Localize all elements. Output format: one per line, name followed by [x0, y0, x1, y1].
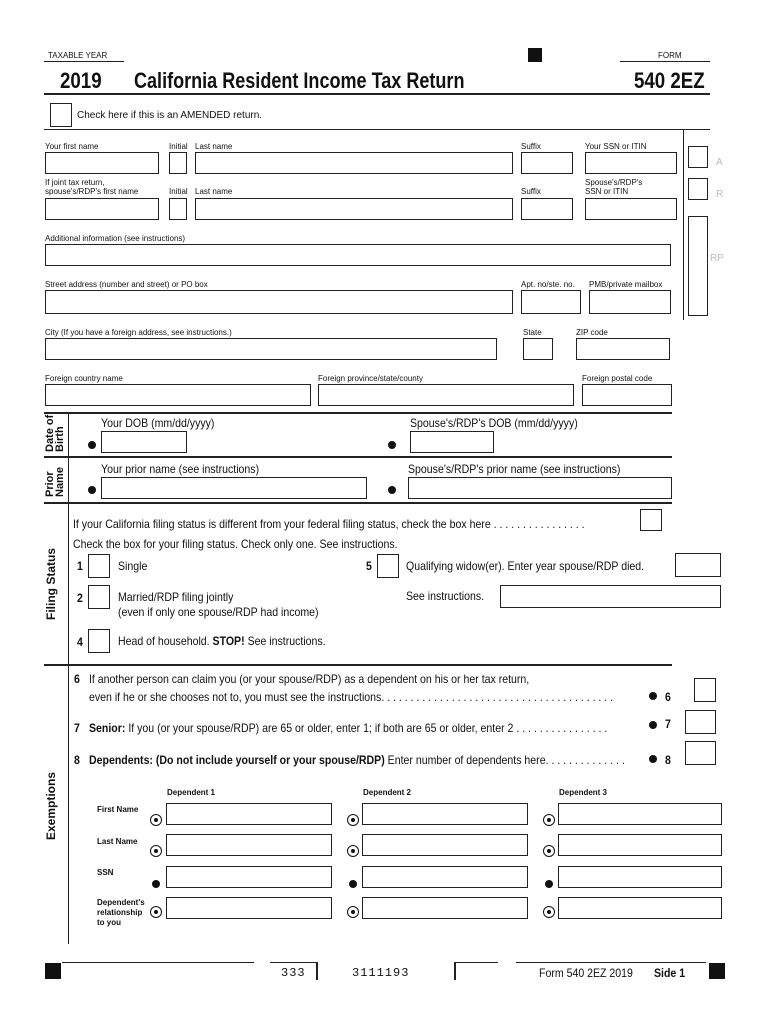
initial-label: Initial — [169, 142, 188, 151]
last-name-field[interactable] — [195, 152, 513, 174]
different-status-checkbox[interactable] — [640, 509, 662, 531]
tax-year: 2019 — [60, 68, 102, 93]
line-6-text-1: If another person can claim you (or your spouse/RDP) as a dependent on his or her tax return, — [89, 672, 530, 686]
dependent-1-header: Dependent 1 — [167, 788, 216, 797]
section-rule — [44, 412, 672, 414]
divider — [62, 962, 254, 963]
dep2-relationship-field[interactable] — [362, 897, 528, 919]
bullet-icon — [649, 721, 657, 729]
header-rule — [44, 93, 710, 95]
pmb-label: PMB/private mailbox — [589, 280, 663, 289]
line-8-number: 8 — [74, 753, 80, 767]
hoh-checkbox[interactable] — [88, 629, 110, 653]
side-box-a[interactable] — [688, 146, 708, 168]
footer-code-1: 333 — [281, 966, 306, 980]
street-field[interactable] — [45, 290, 513, 314]
dep3-last-name-field[interactable] — [558, 834, 722, 856]
dep1-relationship-field[interactable] — [166, 897, 332, 919]
side-label-a: A — [716, 157, 723, 168]
side-box-r[interactable] — [688, 178, 708, 200]
divider — [454, 962, 498, 963]
bullet-icon — [545, 880, 553, 888]
married-label: Married/RDP filing jointly — [118, 590, 234, 604]
additional-info-label: Additional information (see instructions) — [45, 234, 186, 243]
side-box-rp[interactable] — [688, 216, 708, 316]
zip-label: ZIP code — [576, 328, 608, 337]
joint-label: If joint tax return, — [45, 178, 105, 187]
status-2-number: 2 — [77, 591, 83, 605]
divider — [454, 962, 456, 980]
side-label-rp: RP — [710, 253, 724, 264]
side-divider — [68, 504, 69, 664]
city-field[interactable] — [45, 338, 497, 360]
section-rule — [44, 664, 672, 666]
divider — [44, 61, 124, 62]
form-number: 540 2EZ — [634, 68, 705, 93]
registration-mark — [709, 963, 725, 979]
bullet-icon — [349, 880, 357, 888]
bullet-icon — [388, 441, 396, 449]
initial-field[interactable] — [169, 152, 187, 174]
dep1-first-bullseye-icon — [150, 814, 162, 826]
dep3-first-bullseye-icon — [543, 814, 555, 826]
divider — [44, 129, 710, 130]
spouse-ssn-label-2: SSN or ITIN — [585, 187, 629, 196]
side-divider — [68, 413, 69, 456]
married-checkbox[interactable] — [88, 585, 110, 609]
line-6-box-number: 6 — [665, 690, 671, 704]
line-6-checkbox[interactable] — [694, 678, 716, 702]
registration-mark — [528, 48, 542, 62]
dep2-last-name-field[interactable] — [362, 834, 528, 856]
side-divider — [68, 457, 69, 502]
your-dob-label: Your DOB (mm/dd/yyyy) — [101, 416, 215, 430]
state-label: State — [523, 328, 542, 337]
see-instructions-field[interactable] — [500, 585, 721, 608]
spouse-first-name-label: spouse's/RDP's first name — [45, 187, 139, 196]
side-divider — [68, 666, 69, 944]
married-note: (even if only one spouse/RDP had income) — [118, 605, 319, 619]
dep3-relationship-field[interactable] — [558, 897, 722, 919]
last-name-label: Last name — [195, 142, 233, 151]
relationship-row-label: Dependent's relationship to you — [97, 898, 145, 927]
form-label: FORM — [658, 51, 682, 60]
dob-side-label: Date of Birth — [44, 414, 66, 452]
single-checkbox[interactable] — [88, 554, 110, 578]
widow-label: Qualifying widow(er). Enter year spouse/RDP died. — [406, 559, 645, 573]
status-5-number: 5 — [366, 559, 372, 573]
line-7-field[interactable] — [685, 710, 716, 734]
dep2-first-name-field[interactable] — [362, 803, 528, 825]
line-8-text: Dependents: (Do not include yourself or your spouse/RDP) Enter number of dependents here. . . . . . . . . . . . . . — [89, 753, 625, 767]
footer-form-label: Form 540 2EZ 2019 — [539, 966, 633, 980]
spouse-first-name-field[interactable] — [45, 198, 159, 220]
divider — [620, 61, 710, 62]
dep2-ssn-field[interactable] — [362, 866, 528, 888]
dependent-3-header: Dependent 3 — [559, 788, 608, 797]
line-6-text-2: even if he or she chooses not to, you must see the instructions. . . . . . . . . . . . . . . . . . . . . . . . . . . . . . . . . . . . . . . . — [89, 690, 614, 704]
postal-field[interactable] — [582, 384, 672, 406]
single-label: Single — [118, 559, 148, 573]
dep1-ssn-field[interactable] — [166, 866, 332, 888]
bullet-icon — [88, 441, 96, 449]
last-name-row-label: Last Name — [97, 837, 138, 846]
spouse-initial-field[interactable] — [169, 198, 187, 220]
pmb-field[interactable] — [589, 290, 671, 314]
bullet-icon — [152, 880, 160, 888]
exemptions-side-label: Exemptions — [44, 771, 58, 840]
spouse-dob-field[interactable] — [410, 431, 494, 453]
spouse-dob-label: Spouse's/RDP's DOB (mm/dd/yyyy) — [410, 416, 578, 430]
additional-info-field[interactable] — [45, 244, 671, 266]
line-8-field[interactable] — [685, 741, 716, 765]
your-dob-field[interactable] — [101, 431, 187, 453]
spouse-prior-name-label: Spouse's/RDP's prior name (see instructions) — [408, 462, 621, 476]
hoh-label: Head of household. STOP! See instructions. — [118, 634, 326, 648]
spouse-suffix-label: Suffix — [521, 187, 541, 196]
status-4-number: 4 — [77, 635, 83, 649]
bullet-icon — [388, 486, 396, 494]
line-7-box-number: 7 — [665, 717, 671, 731]
dep1-rel-bullseye-icon — [150, 906, 162, 918]
dep2-first-bullseye-icon — [347, 814, 359, 826]
divider — [516, 962, 706, 963]
spouse-ssn-label: Spouse's/RDP's — [585, 178, 643, 187]
first-name-row-label: First Name — [97, 805, 139, 814]
section-rule — [44, 502, 672, 504]
line-6-number: 6 — [74, 672, 80, 686]
city-label: City (If you have a foreign address, see instructions.) — [45, 328, 232, 337]
dep2-last-bullseye-icon — [347, 845, 359, 857]
side-label-r: R — [716, 189, 724, 200]
divider — [316, 962, 318, 980]
bullet-icon — [649, 755, 657, 763]
dependent-2-header: Dependent 2 — [363, 788, 412, 797]
spouse-ssn-field[interactable] — [585, 198, 677, 220]
street-label: Street address (number and street) or PO box — [45, 280, 208, 289]
suffix-field[interactable] — [521, 152, 573, 174]
bullet-icon — [649, 692, 657, 700]
country-field[interactable] — [45, 384, 311, 406]
spouse-prior-name-field[interactable] — [408, 477, 672, 499]
line-7-number: 7 — [74, 721, 80, 735]
widow-year-field[interactable] — [675, 553, 721, 577]
dep2-rel-bullseye-icon — [347, 906, 359, 918]
amended-checkbox[interactable] — [50, 103, 72, 127]
prior-side-label: Prior Name — [44, 467, 66, 497]
first-name-label: Your first name — [45, 142, 99, 151]
dep3-first-name-field[interactable] — [558, 803, 722, 825]
dep3-last-bullseye-icon — [543, 845, 555, 857]
postal-label: Foreign postal code — [582, 374, 653, 383]
footer-side-label: Side 1 — [654, 966, 686, 980]
dep1-last-name-field[interactable] — [166, 834, 332, 856]
suffix-label: Suffix — [521, 142, 541, 151]
widow-checkbox[interactable] — [377, 554, 399, 578]
line-7-text: Senior: If you (or your spouse/RDP) are 65 or older, enter 1; if both are 65 or older, enter 2 . . . . . . . . . . . . . . . . — [89, 721, 608, 735]
taxable-year-label: TAXABLE YEAR — [48, 51, 108, 60]
divider — [270, 962, 318, 963]
spouse-suffix-field[interactable] — [521, 198, 573, 220]
footer-code-2: 3111193 — [352, 966, 410, 980]
registration-mark — [45, 963, 61, 979]
ssn-row-label: SSN — [97, 868, 114, 877]
ssn-label: Your SSN or ITIN — [585, 142, 647, 151]
country-label: Foreign country name — [45, 374, 123, 383]
dep3-ssn-field[interactable] — [558, 866, 722, 888]
bullet-icon — [88, 486, 96, 494]
ssn-field[interactable] — [585, 152, 677, 174]
your-prior-name-label: Your prior name (see instructions) — [101, 462, 260, 476]
your-prior-name-field[interactable] — [101, 477, 367, 499]
section-rule — [44, 456, 672, 458]
amended-label: Check here if this is an AMENDED return. — [77, 110, 263, 121]
spouse-last-name-field[interactable] — [195, 198, 513, 220]
line-8-box-number: 8 — [665, 753, 671, 767]
filing-status-side-label: Filing Status — [44, 548, 58, 620]
different-status-label: If your California filing status is different from your federal filing status, check the box here . . . . . . . . . . . . . . . . — [73, 517, 585, 531]
dep1-first-name-field[interactable] — [166, 803, 332, 825]
apt-label: Apt. no/ste. no. — [521, 280, 575, 289]
state-field[interactable] — [523, 338, 553, 360]
apt-field[interactable] — [521, 290, 581, 314]
province-label: Foreign province/state/county — [318, 374, 423, 383]
spouse-last-name-label: Last name — [195, 187, 233, 196]
zip-field[interactable] — [576, 338, 670, 360]
check-one-label: Check the box for your filing status. Check only one. See instructions. — [73, 537, 398, 551]
first-name-field[interactable] — [45, 152, 159, 174]
dep1-last-bullseye-icon — [150, 845, 162, 857]
province-field[interactable] — [318, 384, 574, 406]
side-panel-divider — [683, 130, 684, 320]
see-instructions-label: See instructions. — [406, 589, 485, 603]
spouse-initial-label: Initial — [169, 187, 188, 196]
status-1-number: 1 — [77, 559, 83, 573]
form-title: California Resident Income Tax Return — [134, 68, 465, 93]
dep3-rel-bullseye-icon — [543, 906, 555, 918]
